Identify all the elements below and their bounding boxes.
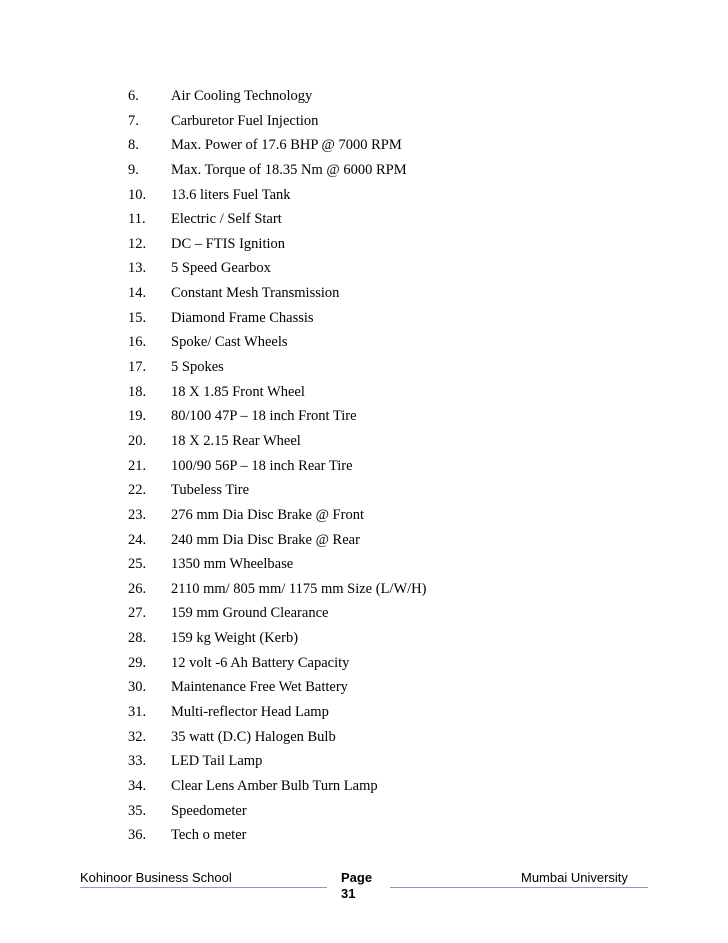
spec-list-item xyxy=(0,281,728,306)
spec-item-text: Clear Lens Amber Bulb Turn Lamp xyxy=(171,777,378,794)
spec-list-item xyxy=(0,109,728,134)
spec-item-text: Tubeless Tire xyxy=(171,482,250,499)
spec-item-text: Carburetor Fuel Injection xyxy=(171,112,319,129)
spec-list-item xyxy=(0,675,728,700)
spec-list-item xyxy=(0,133,728,158)
spec-list-item xyxy=(0,528,728,553)
spec-list-item xyxy=(0,823,728,848)
spec-item-text: Diamond Frame Chassis xyxy=(171,309,314,326)
spec-item-number: 20. xyxy=(128,432,147,449)
spec-item-number: 33. xyxy=(128,753,147,770)
spec-list-item xyxy=(0,380,728,405)
footer-university-name: Mumbai University xyxy=(521,870,628,885)
spec-item-number: 12. xyxy=(128,235,147,252)
spec-item-number: 19. xyxy=(128,408,147,425)
spec-item-text: Speedometer xyxy=(171,802,247,819)
spec-item-text: 18 X 2.15 Rear Wheel xyxy=(171,432,301,449)
spec-item-number: 34. xyxy=(128,777,147,794)
spec-item-number: 17. xyxy=(128,359,147,376)
spec-item-text: 18 X 1.85 Front Wheel xyxy=(171,383,305,400)
spec-item-text: 2110 mm/ 805 mm/ 1175 mm Size (L/W/H) xyxy=(171,580,427,597)
spec-item-number: 13. xyxy=(128,260,147,277)
spec-list-item xyxy=(0,207,728,232)
spec-item-text: 5 Spokes xyxy=(171,359,224,376)
spec-list-item xyxy=(0,503,728,528)
spec-list-item xyxy=(0,232,728,257)
spec-item-number: 21. xyxy=(128,457,147,474)
spec-item-text: 159 kg Weight (Kerb) xyxy=(171,630,299,647)
spec-item-text: DC – FTIS Ignition xyxy=(171,235,285,252)
spec-item-number: 10. xyxy=(128,186,147,203)
spec-item-number: 27. xyxy=(128,605,147,622)
spec-list xyxy=(0,84,728,848)
spec-item-number: 23. xyxy=(128,506,147,523)
spec-item-text: Air Cooling Technology xyxy=(171,88,313,104)
spec-list-item xyxy=(0,700,728,725)
spec-item-text: Max. Torque of 18.35 Nm @ 6000 RPM xyxy=(171,161,407,178)
spec-list-item xyxy=(0,330,728,355)
spec-list-item xyxy=(0,725,728,750)
spec-item-number: 28. xyxy=(128,630,147,647)
spec-list-item xyxy=(0,84,728,109)
spec-item-text: LED Tail Lamp xyxy=(171,753,263,770)
spec-list-item xyxy=(0,355,728,380)
spec-item-number: 25. xyxy=(128,556,147,573)
spec-item-number: 26. xyxy=(128,580,147,597)
spec-item-number: 31. xyxy=(128,704,147,721)
footer-page-label: Page xyxy=(341,870,373,885)
spec-item-text: Spoke/ Cast Wheels xyxy=(171,334,288,351)
footer-school-name: Kohinoor Business School xyxy=(80,870,232,885)
spec-item-number: 16. xyxy=(128,334,147,351)
spec-item-number: 6. xyxy=(128,88,139,104)
spec-item-number: 29. xyxy=(128,654,147,671)
spec-item-text: Tech o meter xyxy=(171,827,247,844)
spec-item-text: 13.6 liters Fuel Tank xyxy=(171,186,291,203)
spec-list-item xyxy=(0,183,728,208)
spec-item-text: Electric / Self Start xyxy=(171,211,282,228)
spec-list-item xyxy=(0,429,728,454)
spec-list-item xyxy=(0,306,728,331)
spec-item-number: 7. xyxy=(128,112,139,129)
spec-item-text: Max. Power of 17.6 BHP @ 7000 RPM xyxy=(171,137,402,154)
spec-list-item xyxy=(0,404,728,429)
spec-list-item xyxy=(0,577,728,602)
spec-item-text: 100/90 56P – 18 inch Rear Tire xyxy=(171,457,353,474)
spec-item-number: 35. xyxy=(128,802,147,819)
spec-item-number: 30. xyxy=(128,679,147,696)
spec-item-number: 24. xyxy=(128,531,147,548)
spec-list-item xyxy=(0,454,728,479)
footer-rule-right xyxy=(390,887,648,888)
spec-item-text: 35 watt (D.C) Halogen Bulb xyxy=(171,728,336,745)
spec-item-text: Multi-reflector Head Lamp xyxy=(171,704,329,721)
footer-page-number xyxy=(341,870,381,902)
spec-list-item xyxy=(0,256,728,281)
spec-item-text: 240 mm Dia Disc Brake @ Rear xyxy=(171,531,360,548)
spec-item-number: 8. xyxy=(128,137,139,154)
spec-list-item xyxy=(0,552,728,577)
spec-list-item xyxy=(0,774,728,799)
spec-item-text: 276 mm Dia Disc Brake @ Front xyxy=(171,506,364,523)
spec-item-text: 12 volt -6 Ah Battery Capacity xyxy=(171,654,350,671)
spec-item-number: 22. xyxy=(128,482,147,499)
spec-item-number: 32. xyxy=(128,728,147,745)
spec-item-text: Maintenance Free Wet Battery xyxy=(171,679,348,696)
spec-item-number: 9. xyxy=(128,161,139,178)
spec-item-text: 5 Speed Gearbox xyxy=(171,260,271,277)
spec-item-text: 1350 mm Wheelbase xyxy=(171,556,294,573)
spec-item-number: 15. xyxy=(128,309,147,326)
spec-list-item xyxy=(0,749,728,774)
spec-list-item xyxy=(0,651,728,676)
spec-item-text: 80/100 47P – 18 inch Front Tire xyxy=(171,408,357,425)
footer-page-value: 31 xyxy=(341,886,356,901)
spec-list-item xyxy=(0,478,728,503)
spec-list-item xyxy=(0,601,728,626)
spec-list-item xyxy=(0,799,728,824)
spec-item-number: 14. xyxy=(128,285,147,302)
page-footer xyxy=(0,868,728,908)
spec-item-number: 18. xyxy=(128,383,147,400)
footer-rule-left xyxy=(80,887,327,888)
spec-item-number: 11. xyxy=(128,211,146,228)
spec-item-text: 159 mm Ground Clearance xyxy=(171,605,329,622)
spec-item-number: 36. xyxy=(128,827,147,844)
spec-item-text: Constant Mesh Transmission xyxy=(171,285,340,302)
spec-list-item xyxy=(0,158,728,183)
spec-list-item xyxy=(0,626,728,651)
